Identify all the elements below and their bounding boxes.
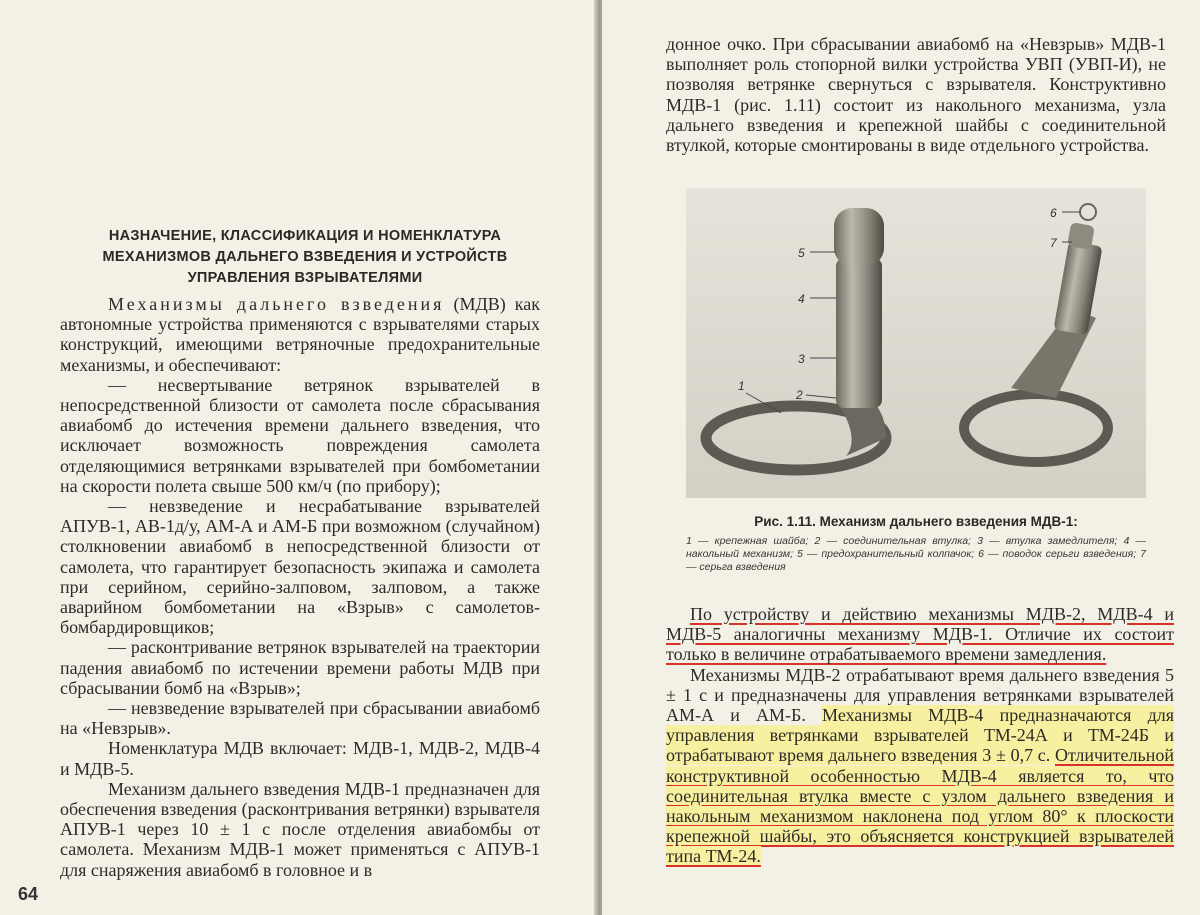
- section-heading: [55, 226, 555, 289]
- intro-term: Механизмы дальнего взведения: [108, 294, 445, 314]
- mdv-details-paragraph: [666, 665, 1174, 867]
- figure-caption-title: Рис. 1.11. Механизм дальнего взведения МДВ-1:: [754, 514, 1078, 529]
- bullet-paragraph: — расконтривание ветрянок взрывателей на траектории падения авиабомб по истечении времени работы МДВ при сбрасывании бомб на «Взрыв»;: [60, 637, 540, 698]
- right-top-text: [666, 34, 1166, 155]
- highlighted-underlined-passage: Отличительной конструктивной особенностью МДВ-4 является то, что соединительная втулка вместе с узлом дальнего взведения и накольным механизмом наклонена под углом 80° к плоскости крепежной шайбы, это объясняется конструкцией взрывателей типа ТМ-24.: [666, 745, 1174, 867]
- bullet-paragraph: — невзведение и несрабатывание взрывателей АПУВ-1, АВ-1д/у, АМ-А и АМ-Б при возможном (случайном) столкновении авиабомб в непосредственной близости от самолета, что гарантирует безопасность экипажа и самолета при серийном, серийно-залповом, залповом, а также аварийном бомбометании на «Взрыв» с самолетов-бомбардировщиков;: [60, 496, 540, 638]
- nomenclature-paragraph: Номенклатура МДВ включает: МДВ-1, МДВ-2, МДВ-4 и МДВ-5.: [60, 738, 540, 779]
- figure-label-3: 3: [798, 352, 805, 366]
- bullet-paragraph: — несвертывание ветрянок взрывателей в непосредственной близости от самолета после сбрасывания авиабомб до истечения времени дальнего взведения, что исключает возможность повреждения самолета отделяющимися ветрянками взрывателей при бомбометании на скорости полета свыше 500 км/ч (по прибору);: [60, 374, 540, 496]
- right-bottom-text: [666, 604, 1174, 867]
- underlined-passage: По устройству и действию механизмы МДВ-2, МДВ-4 и МДВ-5 аналогичны механизму МДВ-1. Отличие их состоит только в величине отрабатываемого времени замедления.: [666, 604, 1174, 665]
- figure-label-7: 7: [1050, 236, 1057, 250]
- figure-label-6: 6: [1050, 206, 1057, 220]
- left-body-text: [60, 294, 540, 880]
- intro-rest: (МДВ) как автономные устройства применяются с взрывателями старых конструкций, имеющими ветряночные предохранительные механизмы, и обеспечивают:: [60, 294, 540, 375]
- figure-photo: [686, 188, 1146, 498]
- mdv1-paragraph: Механизм дальнего взведения МДВ-1 предназначен для обеспечения взведения (расконтривания ветрянки) взрывателя АПУВ-1 через 10 ± 1 с после отделения авиабомбы от самолета. Механизм МДВ-1 может применяться с АПУВ-1 для снаряжения авиабомб в головное и в: [60, 778, 540, 880]
- left-safety-cap: [834, 208, 884, 266]
- right-page: [602, 0, 1200, 915]
- heading-line: УПРАВЛЕНИЯ ВЗРЫВАТЕЛЯМИ: [187, 270, 423, 286]
- analogy-paragraph: [666, 604, 1174, 665]
- figure-label-2: 2: [796, 388, 803, 402]
- right-cap: [1067, 222, 1095, 250]
- mdv2-sentence: Механизмы МДВ-2 отрабатывают время дальнего взведения 5 ± 1 с и предназначены для управления ветрянками взрывателей АМ-А и АМ-Б.: [666, 664, 1174, 726]
- figure-label-1: 1: [738, 379, 745, 393]
- bullet-paragraph: — невзведение взрывателей при сбрасывании авиабомб на «Невзрыв».: [60, 698, 540, 739]
- heading-line: МЕХАНИЗМОВ ДАЛЬНЕГО ВЗВЕДЕНИЯ И УСТРОЙСТВ: [102, 249, 508, 265]
- continuation-paragraph: донное очко. При сбрасывании авиабомб на «Невзрыв» МДВ-1 выполняет роль стопорной вилки устройства УВП (УВП-И), не позволяя ветрянке свернуться с взрывателя. Конструктивно МДВ-1 (рис. 1.11) состоит из накольного механизма, узла дальнего взведения и крепежной шайбы с соединительной втулкой, которые смонтированы в виде отдельного устройства.: [666, 34, 1166, 156]
- figure-label-5: 5: [798, 246, 805, 260]
- page-number: 64: [18, 884, 39, 904]
- intro-paragraph: [60, 294, 540, 375]
- highlighted-passage: Механизмы МДВ-4 предназначаются для управления ветрянками взрывателей ТМ-24А и ТМ-24Б и отрабатывают время дальнего взведения 3 ± 0,7 с.: [666, 705, 1174, 766]
- heading-line: НАЗНАЧЕНИЕ, КЛАССИФИКАЦИЯ И НОМЕНКЛАТУРА: [108, 228, 502, 244]
- left-mechanism-body: [836, 258, 882, 408]
- figure-label-4: 4: [798, 292, 805, 306]
- left-page: [0, 0, 598, 915]
- figure-caption-legend: 1 — крепежная шайба; 2 — соединительная втулка; 3 — втулка замедлителя; 4 — накольный механизм; 5 — предохранительный колпачок; 6 — поводок серьги взведения; 7 — серьга взведения: [686, 535, 1146, 573]
